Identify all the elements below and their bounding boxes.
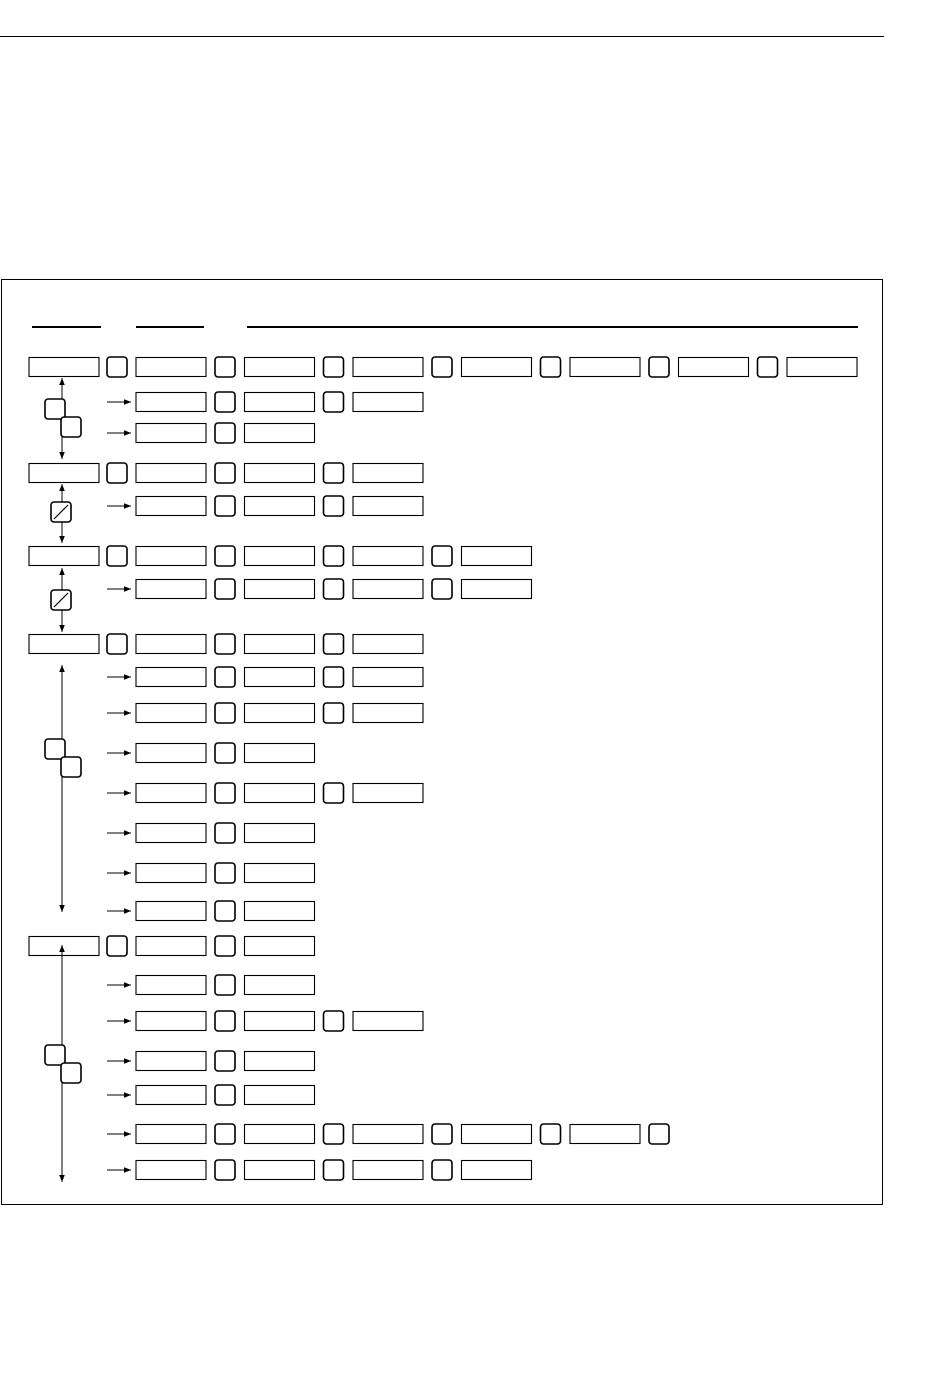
enter-key-icon: [215, 863, 235, 883]
enter-key-icon: [324, 1160, 344, 1180]
parameter-box: [353, 635, 423, 654]
parameter-box: [245, 547, 315, 566]
sub-parameter-box: [136, 668, 206, 687]
sub-parameter-box: [353, 497, 423, 516]
sub-parameter-box: [245, 1086, 315, 1105]
sub-parameter-box: [353, 704, 423, 723]
enter-key-icon: [215, 579, 235, 599]
sub-parameter-box: [245, 902, 315, 921]
enter-key-icon: [215, 1085, 235, 1105]
parameter-box: [679, 358, 749, 377]
sub-parameter-box: [245, 1125, 315, 1144]
sub-parameter-box: [353, 668, 423, 687]
sub-parameter-box: [245, 704, 315, 723]
sub-parameter-box: [136, 824, 206, 843]
sub-parameter-box: [136, 497, 206, 516]
sub-parameter-box: [462, 580, 532, 599]
enter-key-icon: [324, 546, 344, 566]
enter-key-icon: [215, 667, 235, 687]
enter-key-icon: [107, 546, 127, 566]
sub-parameter-box: [136, 704, 206, 723]
enter-key-icon: [215, 496, 235, 516]
sub-parameter-box: [570, 1125, 640, 1144]
parameter-box: [462, 547, 532, 566]
sub-parameter-box: [136, 1012, 206, 1031]
parameter-box: [136, 547, 206, 566]
enter-key-icon: [432, 1124, 452, 1144]
sub-parameter-box: [245, 668, 315, 687]
sub-parameter-box: [245, 864, 315, 883]
parameter-box: [353, 464, 423, 483]
menu-root-box: [29, 464, 99, 483]
enter-key-icon: [215, 703, 235, 723]
menu-root-box: [29, 937, 99, 956]
enter-key-icon: [324, 496, 344, 516]
down-key-icon: [61, 417, 81, 437]
parameter-box: [353, 547, 423, 566]
enter-key-icon: [215, 1124, 235, 1144]
enter-key-icon: [324, 357, 344, 377]
sub-parameter-box: [245, 1161, 315, 1180]
menu-root-box: [29, 358, 99, 377]
enter-key-icon: [324, 1011, 344, 1031]
enter-key-icon: [215, 1051, 235, 1071]
parameter-box: [570, 358, 640, 377]
parameter-box: [136, 635, 206, 654]
enter-key-icon: [541, 1124, 561, 1144]
sub-parameter-box: [462, 1161, 532, 1180]
parameter-box: [462, 358, 532, 377]
sub-parameter-box: [136, 744, 206, 763]
enter-key-icon: [324, 579, 344, 599]
sub-parameter-box: [245, 580, 315, 599]
enter-key-icon: [215, 823, 235, 843]
enter-key-icon: [215, 392, 235, 412]
parameter-box: [353, 358, 423, 377]
enter-key-icon: [215, 546, 235, 566]
enter-key-icon: [215, 1160, 235, 1180]
sub-parameter-box: [245, 1012, 315, 1031]
enter-key-icon: [324, 783, 344, 803]
enter-key-icon: [215, 975, 235, 995]
sub-parameter-box: [353, 1161, 423, 1180]
sub-parameter-box: [462, 1125, 532, 1144]
enter-key-icon: [649, 357, 669, 377]
sub-parameter-box: [353, 1125, 423, 1144]
sub-parameter-box: [245, 824, 315, 843]
enter-key-icon: [215, 783, 235, 803]
enter-key-icon: [215, 743, 235, 763]
sub-parameter-box: [353, 580, 423, 599]
enter-key-icon: [758, 357, 778, 377]
enter-key-icon: [649, 1124, 669, 1144]
sub-parameter-box: [353, 1012, 423, 1031]
sub-parameter-box: [136, 1086, 206, 1105]
menu-root-box: [29, 547, 99, 566]
enter-key-icon: [432, 1160, 452, 1180]
enter-key-icon: [432, 579, 452, 599]
sub-parameter-box: [245, 1052, 315, 1071]
sub-parameter-box: [245, 976, 315, 995]
sub-parameter-box: [245, 393, 315, 412]
enter-key-icon: [107, 357, 127, 377]
sub-parameter-box: [136, 1161, 206, 1180]
down-key-icon: [61, 757, 81, 777]
sub-parameter-box: [136, 1052, 206, 1071]
sub-parameter-box: [136, 864, 206, 883]
enter-key-icon: [324, 392, 344, 412]
parameter-box: [136, 358, 206, 377]
sub-parameter-box: [136, 424, 206, 443]
parameter-box: [136, 464, 206, 483]
enter-key-icon: [107, 634, 127, 654]
enter-key-icon: [324, 667, 344, 687]
enter-key-icon: [215, 634, 235, 654]
parameter-box: [245, 358, 315, 377]
sub-parameter-box: [245, 497, 315, 516]
sub-parameter-box: [136, 393, 206, 412]
sub-parameter-box: [245, 784, 315, 803]
up-key-icon: [45, 1045, 65, 1065]
enter-key-icon: [107, 936, 127, 956]
parameter-box: [245, 464, 315, 483]
sub-parameter-box: [353, 784, 423, 803]
enter-key-icon: [215, 901, 235, 921]
parameter-box: [787, 358, 857, 377]
parameter-box: [245, 635, 315, 654]
parameter-box: [136, 937, 206, 956]
enter-key-icon: [432, 546, 452, 566]
menu-root-box: [29, 635, 99, 654]
enter-key-icon: [324, 634, 344, 654]
sub-parameter-box: [353, 393, 423, 412]
sub-parameter-box: [136, 580, 206, 599]
sub-parameter-box: [245, 744, 315, 763]
enter-key-icon: [324, 703, 344, 723]
enter-key-icon: [324, 1124, 344, 1144]
sub-parameter-box: [136, 902, 206, 921]
up-key-icon: [45, 399, 65, 419]
enter-key-icon: [215, 1011, 235, 1031]
enter-key-icon: [541, 357, 561, 377]
sub-parameter-box: [136, 1125, 206, 1144]
enter-key-icon: [432, 357, 452, 377]
enter-key-icon: [215, 423, 235, 443]
enter-key-icon: [215, 357, 235, 377]
enter-key-icon: [215, 936, 235, 956]
sub-parameter-box: [245, 424, 315, 443]
enter-key-icon: [215, 463, 235, 483]
up-key-icon: [45, 739, 65, 759]
enter-key-icon: [324, 463, 344, 483]
enter-key-icon: [107, 463, 127, 483]
sub-parameter-box: [136, 976, 206, 995]
down-key-icon: [61, 1063, 81, 1083]
parameter-box: [245, 937, 315, 956]
sub-parameter-box: [136, 784, 206, 803]
